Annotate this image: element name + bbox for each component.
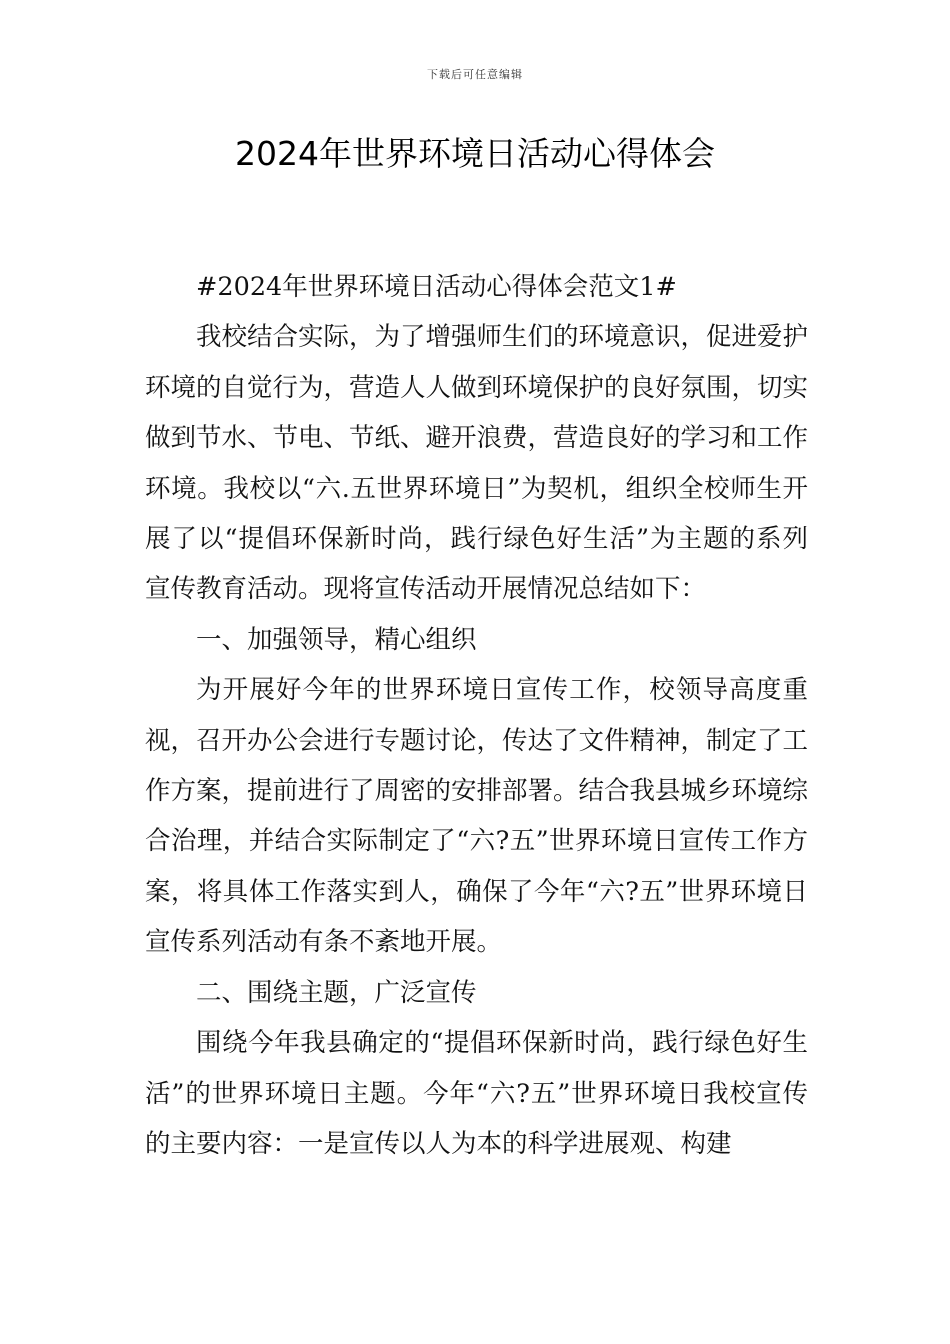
document-title: 2024年世界环境日活动心得体会 [235, 134, 715, 173]
paragraph-section-1: 为开展好今年的世界环境日宣传工作，校领导高度重视，召开办公会进行专题讨论，传达了文件精神，制定了工作方案，提前进行了周密的安排部署。结合我县城乡环境综合治理，并结合实际制定了“六?五”世界环境日宣传工作方案，将具体工作落实到人，确保了今年“六?五”世界环境日宣传系列活动有条不紊地开展。 [145, 675, 809, 958]
section-label: #2024年世界环境日活动心得体会范文1# [196, 272, 677, 302]
document-body [145, 262, 808, 1169]
section-heading-1: 一、加强领导，精心组织 [196, 624, 477, 655]
paragraph-section-2: 围绕今年我县确定的“提倡环保新时尚，践行绿色好生活”的世界环境日主题。今年“六?五”世界环境日我校宣传的主要内容：一是宣传以人为本的科学进展观、构建 [145, 1028, 808, 1159]
section-heading-2: 二、围绕主题，广泛宣传 [196, 977, 477, 1008]
header-note: 下载后可任意编辑 [427, 68, 523, 81]
paragraph-intro: 我校结合实际，为了增强师生们的环境意识，促进爱护环境的自觉行为，营造人人做到环境保护的良好氛围，切实做到节水、节电、节纸、避开浪费，营造良好的学习和工作环境。我校以“六.五世界环境日”为契机，组织全校师生开展了以“提倡环保新时尚，践行绿色好生活”为主题的系列宣传教育活动。现将宣传活动开展情况总结如下： [145, 322, 809, 605]
